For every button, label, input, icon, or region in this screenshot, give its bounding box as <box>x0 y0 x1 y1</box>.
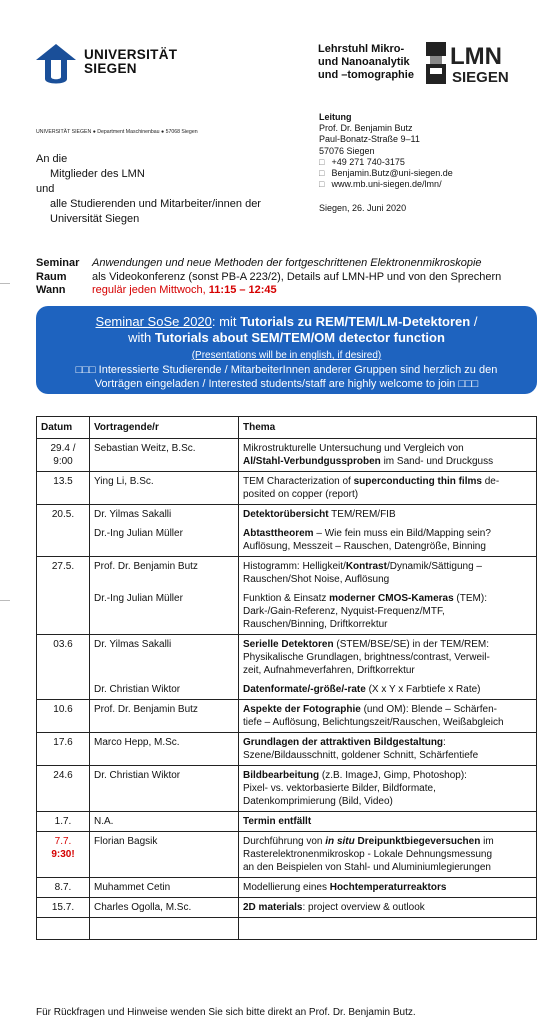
chair-name: Lehrstuhl Mikro- und Nanoanalytik und –tomographie <box>318 43 414 81</box>
col-speaker: Vortragende/r <box>90 417 239 439</box>
footer-note: Für Rückfragen und Hinweise wenden Sie sich bitte direkt an Prof. Dr. Benjamin Butz. <box>36 1007 416 1018</box>
table-row: 24.6 Dr. Christian Wiktor Bildbearbeitung (z.B. ImageJ, Gimp, Photoshop): Pixel- vs. vektorbasierte Bilder, Bildformate, Datenkomprimierung (Bild, Video) <box>37 766 537 812</box>
fold-mark <box>0 600 10 601</box>
col-date: Datum <box>37 417 90 439</box>
recipient-address: An die Mitglieder des LMN und alle Studierenden und Mitarbeiter/innen der Universität Siegen <box>36 153 261 225</box>
lmn-siegen-logo <box>424 40 536 86</box>
table-row-empty <box>37 918 537 940</box>
col-topic: Thema <box>239 417 537 439</box>
table-row: 10.6 Prof. Dr. Benjamin Butz Aspekte der Fotographie (und OM): Blende – Schärfen- tiefe – Auflösung, Belichtungszeit/Rauschen, Weißabgleich <box>37 700 537 733</box>
table-row: 15.7. Charles Ogolla, M.Sc. 2D materials: project overview & outlook <box>37 898 537 918</box>
leitung-contact: Leitung Prof. Dr. Benjamin Butz Paul-Bonatz-Straße 9–11 57076 Siegen □ +49 271 740-3175 □ Benjamin.Butz@uni-siegen.de □ www.mb.uni-siegen.de/lmn/ <box>319 112 453 190</box>
table-row: 1.7. N.A. Termin entfällt <box>37 812 537 832</box>
university-name: UNIVERSITÄT SIEGEN <box>84 47 178 76</box>
table-row: 03.6 Dr. Yilmas Sakalli Dr. Christian Wiktor Serielle Detektoren (STEM/BSE/SE) in der TEM/REM: Physikalische Grundlagen, brightness/contrast, Verweil- zeit, Aufnahmeverfahren, Driftkorrektur Datenformate/-größe/-rate (X x Y x Farbtiefe x Rate) <box>37 635 537 700</box>
letter-date: Siegen, 26. Juni 2020 <box>319 203 407 213</box>
web-icon: □ <box>319 179 325 190</box>
fold-mark <box>0 283 10 284</box>
table-row: 27.5. Prof. Dr. Benjamin Butz Dr.-Ing Julian Müller Histogramm: Helligkeit/Kontrast/Dynamik/Sättigung – Rauschen/Shot Noise, Auflösung Funktion & Einsatz moderner CMOS-Kameras (TEM): Dark-/Gain-Referenz, Nyquist-Frequenz/MTF, Rauschen/Binning, Driftkorrektur <box>37 557 537 635</box>
svg-text:SIEGEN: SIEGEN <box>452 69 509 86</box>
table-row: 7.7. 9:30! Florian Bagsik Durchführung von in situ Dreipunktbiegeversuchen im Rasterelektronenmikroskop - Lokale Dehnungsmessung an den Beispielen von Stahl- und Aluminiumlegierungen <box>37 832 537 878</box>
seminar-info: Seminar Anwendungen und neue Methoden der fortgeschrittenen Elektronenmikroskopie Raum als Videokonferenz (sonst PB-A 223/2), Details auf LMN-HP und von den Sprechern Wann regulär jeden Mittwoch, 11:15 – 12:45 <box>36 257 502 296</box>
table-header <box>37 417 537 439</box>
table-row: 13.5 Ying Li, B.Sc. TEM Characterization of superconducting thin films de- posited on copper (report) <box>37 472 537 505</box>
email-link[interactable]: Benjamin.Butz@uni-siegen.de <box>331 168 453 179</box>
table-row: 8.7. Muhammet Cetin Modellierung eines Hochtemperaturreaktors <box>37 878 537 898</box>
web-link[interactable]: www.mb.uni-siegen.de/lmn/ <box>331 179 442 190</box>
svg-text:LMN: LMN <box>450 43 502 70</box>
phone-icon: □ <box>319 156 325 167</box>
email-icon: □ <box>319 168 325 179</box>
sender-line: UNIVERSITÄT SIEGEN ● Department Maschinenbau ● 57068 Siegen <box>36 129 198 135</box>
table-row: 29.4 / 9:00 Sebastian Weitz, B.Sc. Mikrostrukturelle Untersuchung und Vergleich von Al/Stahl-Verbundgussproben im Sand- und Druckguss <box>37 439 537 472</box>
table-row: 17.6 Marco Hepp, M.Sc. Grundlagen der attraktiven Bildgestaltung: Szene/Bildausschnitt, goldener Schnitt, Schärfentiefe <box>37 733 537 766</box>
seminar-banner: Seminar SoSe 2020: mit Tutorials zu REM/TEM/LM-Detektoren / with Tutorials about SEM/TEM/OM detector function (Presentations will be in english, if desired) □□□ Interessierte Studierende / MitarbeiterInnen anderer Gruppen sind herzlich zu den Vorträgen eingeladen / Interested students/staff are highly welcome to join □□□ <box>36 306 537 394</box>
table-row: 20.5. Dr. Yilmas Sakalli Dr.-Ing Julian Müller Detektorübersicht TEM/REM/FIB Abtasttheorem – Wie fein muss ein Bild/Mapping sein? Auflösung, Messzeit – Rauschen, Datengröße, Binning <box>37 505 537 557</box>
schedule-table <box>36 416 537 940</box>
